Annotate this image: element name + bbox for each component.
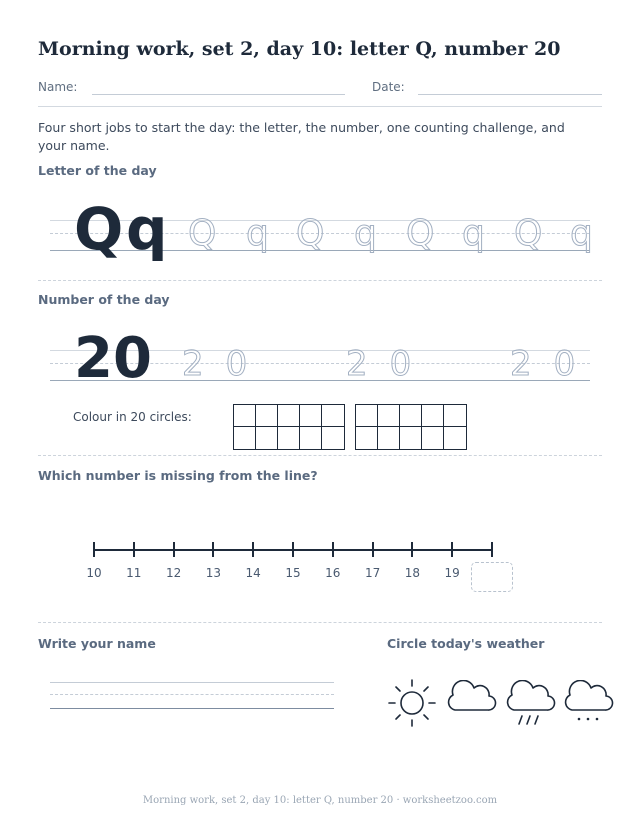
sun-icon[interactable] [386, 678, 438, 728]
number-line-tick [252, 542, 254, 557]
date-label: Date: [372, 80, 405, 94]
frame-cell[interactable] [256, 427, 278, 449]
section-divider [38, 455, 602, 456]
frame-cell[interactable] [378, 427, 400, 449]
missing-number-box[interactable] [471, 562, 513, 592]
name-writing-line[interactable] [50, 708, 334, 709]
trace-lowercase-letter: q [246, 213, 269, 254]
number-practice-area [50, 326, 598, 391]
frame-cell[interactable] [378, 405, 400, 427]
frame-cell[interactable] [256, 405, 278, 427]
number-line-tick [173, 542, 175, 557]
page-footer: Morning work, set 2, day 10: letter Q, number 20 · worksheetzoo.com [142, 795, 498, 806]
frame-cell[interactable] [234, 427, 256, 449]
number-line-tick [212, 542, 214, 557]
header-rule [38, 106, 602, 107]
trace-lowercase-letter: q [570, 213, 593, 254]
trace-lowercase-letter: q [354, 213, 377, 254]
date-field[interactable] [418, 94, 602, 95]
number-line-tick [411, 542, 413, 557]
number-line-tick [292, 542, 294, 557]
frame-cell[interactable] [356, 427, 378, 449]
frame-cell[interactable] [278, 405, 300, 427]
number-section-title: Number of the day [38, 292, 170, 307]
number-line-tick [372, 542, 374, 557]
number-line-tick-label: 14 [245, 566, 261, 580]
trace-lowercase-letter: q [462, 213, 485, 254]
frame-cell[interactable] [444, 427, 466, 449]
page-title: Morning work, set 2, day 10: letter Q, number 20 [38, 38, 561, 60]
frame-cell[interactable] [422, 427, 444, 449]
ten-frame[interactable] [233, 404, 345, 450]
frame-cell[interactable] [400, 427, 422, 449]
number-line-tick-label: 19 [444, 566, 460, 580]
number-line-tick-label: 11 [126, 566, 142, 580]
number-line-tick-label: 16 [325, 566, 341, 580]
frame-cell[interactable] [234, 405, 256, 427]
frame-cell[interactable] [444, 405, 466, 427]
ten-frame[interactable] [355, 404, 467, 450]
section-divider [38, 280, 602, 281]
number-line-tick-label: 15 [285, 566, 301, 580]
letter-practice-area [50, 195, 593, 270]
weather-section-title: Circle today's weather [387, 636, 545, 651]
cloud-icon[interactable] [445, 680, 497, 714]
model-number: 20 [74, 326, 152, 391]
name-mid-line [50, 694, 334, 695]
rain-cloud-icon[interactable] [504, 680, 556, 728]
trace-uppercase-letter: Q [406, 213, 435, 254]
number-line-tick [491, 542, 493, 557]
frame-cell[interactable] [422, 405, 444, 427]
model-lowercase-letter: q [126, 195, 168, 263]
number-line-tick-label: 18 [404, 566, 421, 580]
number-line-tick [332, 542, 334, 557]
snow-cloud-icon[interactable] [562, 680, 614, 728]
number-line-tick-label: 10 [86, 566, 102, 580]
instructions: Four short jobs to start the day: the letter, the number, one counting challenge, and your name. [38, 120, 565, 153]
number-line-tick [93, 542, 95, 557]
frame-cell[interactable] [300, 405, 322, 427]
trace-number: 20 [510, 344, 598, 384]
trace-number: 20 [346, 344, 434, 384]
letter-section-title: Letter of the day [38, 163, 157, 178]
name-field[interactable] [92, 94, 345, 95]
frame-cell[interactable] [356, 405, 378, 427]
frame-cell[interactable] [278, 427, 300, 449]
trace-uppercase-letter: Q [514, 213, 543, 254]
number-line-tick-label: 17 [364, 566, 381, 580]
number-line-tick [133, 542, 135, 557]
number-line-tick-label: 13 [205, 566, 222, 580]
section-divider [38, 622, 602, 623]
frame-cell[interactable] [322, 405, 344, 427]
name-top-line [50, 682, 334, 683]
model-uppercase-letter: Q [74, 195, 124, 263]
frame-cell[interactable] [300, 427, 322, 449]
trace-number: 20 [182, 344, 270, 384]
name-label: Name: [38, 80, 78, 94]
frame-cell[interactable] [322, 427, 344, 449]
number-line-section-title: Which number is missing from the line? [38, 468, 318, 483]
trace-uppercase-letter: Q [188, 213, 217, 254]
frame-cell[interactable] [400, 405, 422, 427]
number-line-tick [451, 542, 453, 557]
colour-label: Colour in 20 circles: [73, 410, 192, 424]
trace-uppercase-letter: Q [296, 213, 325, 254]
name-section-title: Write your name [38, 636, 156, 651]
number-line-tick-label: 12 [165, 566, 182, 580]
